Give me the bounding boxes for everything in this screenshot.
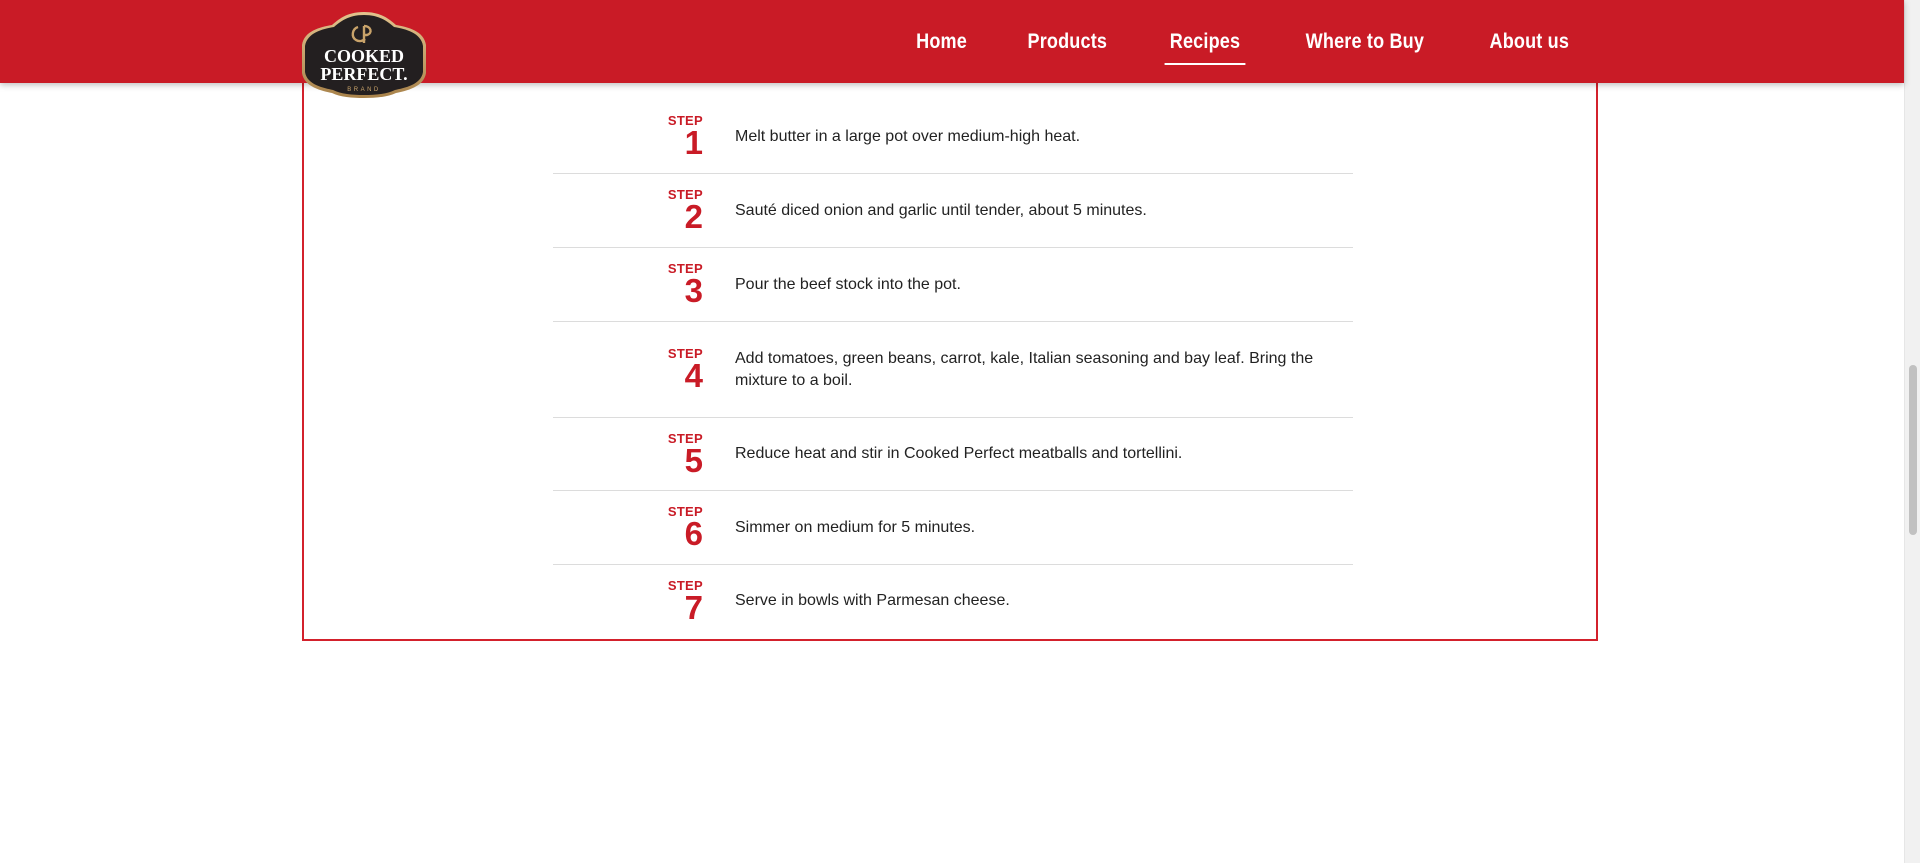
logo-word-brand: BRAND	[347, 87, 381, 93]
step-number: 3	[684, 272, 703, 309]
step-number-block	[553, 579, 703, 624]
scrollbar-thumb[interactable]	[1909, 365, 1917, 535]
nav-about-us[interactable]: About us	[1489, 30, 1570, 53]
page-scrollbar[interactable]	[1904, 0, 1920, 863]
nav-products[interactable]: Products	[1027, 30, 1108, 53]
step-number: 6	[684, 515, 703, 552]
step-number-block	[553, 188, 703, 233]
step-number-block	[553, 262, 703, 307]
step-number-block	[553, 432, 703, 477]
step-text: Sauté diced onion and garlic until tender, about 5 minutes.	[735, 201, 1147, 219]
step-label: STEP	[667, 261, 703, 276]
cooked-perfect-logo[interactable]	[300, 11, 428, 99]
recipe-steps-list	[553, 100, 1353, 637]
step-3	[553, 248, 1353, 322]
step-7	[553, 565, 1353, 637]
step-text: Add tomatoes, green beans, carrot, kale, Italian seasoning and bay leaf. Bring the mixture to a boil.	[735, 349, 1314, 389]
step-number-block	[553, 505, 703, 550]
step-4	[553, 322, 1353, 418]
nav-where-to-buy[interactable]: Where to Buy	[1305, 30, 1424, 53]
step-label: STEP	[667, 113, 703, 128]
step-text: Melt butter in a large pot over medium-high heat.	[735, 127, 1081, 145]
step-text: Simmer on medium for 5 minutes.	[735, 518, 976, 536]
logo-word-perfect: PERFECT.	[320, 64, 408, 84]
step-number: 1	[684, 124, 703, 161]
step-text: Serve in bowls with Parmesan cheese.	[735, 592, 1010, 609]
nav-recipes[interactable]: Recipes	[1159, 0, 1250, 83]
step-number: 7	[684, 588, 703, 626]
nav-home[interactable]: Home	[916, 30, 967, 53]
step-number: 2	[684, 198, 703, 235]
step-text: Pour the beef stock into the pot.	[735, 275, 961, 293]
step-text: Reduce heat and stir in Cooked Perfect meatballs and tortellini.	[735, 445, 1183, 462]
step-number-block	[553, 114, 703, 159]
step-5	[553, 418, 1353, 491]
logo-word-cooked: COOKED	[323, 46, 405, 66]
step-number-block	[553, 347, 703, 392]
main-nav	[874, 0, 1588, 83]
step-number: 4	[684, 357, 703, 394]
step-label: STEP	[667, 187, 703, 202]
step-label: STEP	[667, 346, 703, 361]
step-6	[553, 491, 1353, 565]
step-1	[553, 100, 1353, 174]
step-label: STEP	[667, 504, 703, 519]
site-header	[0, 0, 1904, 83]
step-label: STEP	[667, 430, 703, 446]
step-number: 5	[684, 441, 703, 479]
step-label: STEP	[667, 577, 703, 593]
step-2	[553, 174, 1353, 248]
